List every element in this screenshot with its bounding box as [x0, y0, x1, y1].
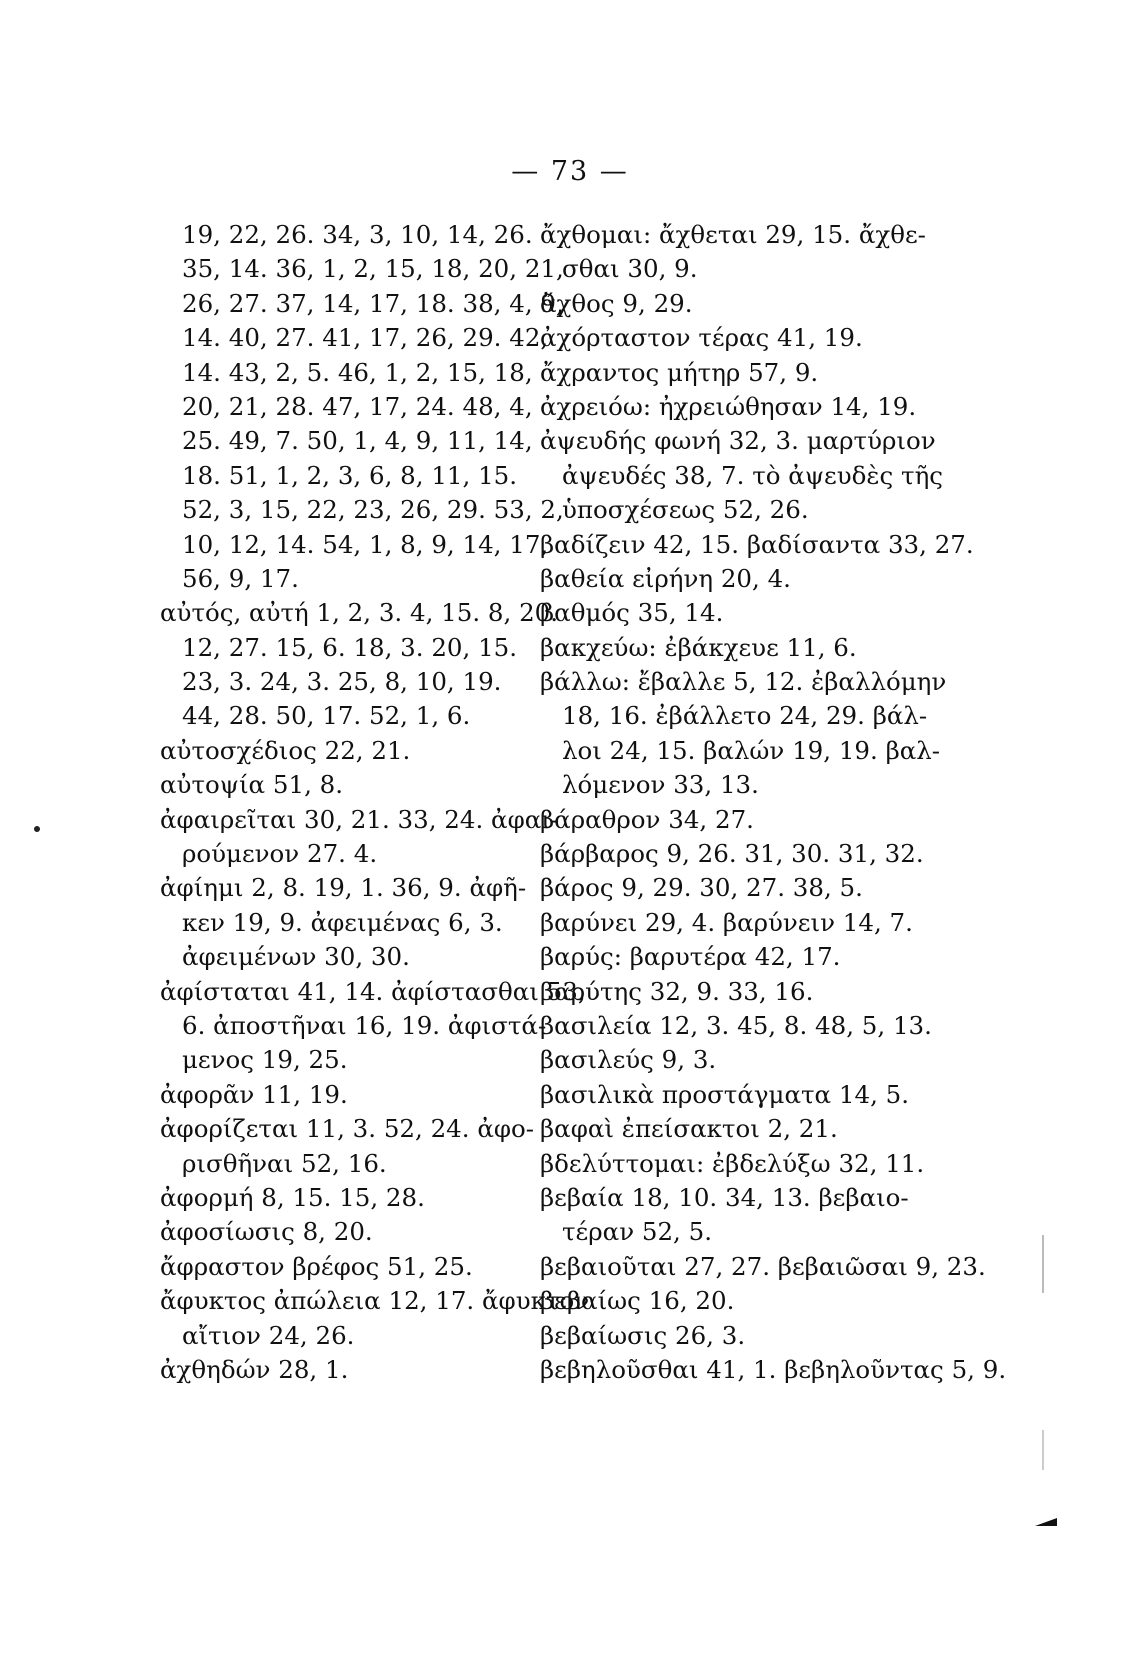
index-line: 18. 51, 1, 2, 3, 6, 8, 11, 15. [182, 460, 518, 490]
index-line: βακχεύω: ἐβάκχευε 11, 6. [540, 632, 857, 662]
index-line: τέραν 52, 5. [562, 1217, 713, 1247]
index-line: κεν 19, 9. ἀφειμένας 6, 3. [182, 907, 503, 937]
right-column [540, 218, 1007, 1387]
index-line: βασιλεύς 9, 3. [540, 1045, 717, 1075]
index-line: ἀφαιρεῖται 30, 21. 33, 24. ἀφαι- [160, 804, 560, 834]
index-line: 20, 21, 28. 47, 17, 24. 48, 4, [182, 391, 533, 421]
index-line: ἄχθομαι: ἄχθεται 29, 15. ἄχθε- [540, 220, 926, 249]
index-line: 35, 14. 36, 1, 2, 15, 18, 20, 21, [182, 254, 564, 284]
index-line: λοι 24, 15. βαλών 19, 19. βαλ- [562, 735, 941, 765]
index-line: ἀφορίζεται 11, 3. 52, 24. ἀφο- [160, 1114, 535, 1144]
index-line: βασιλικὰ προστάγματα 14, 5. [540, 1079, 910, 1109]
index-line: 10, 12, 14. 54, 1, 8, 9, 14, 17, [182, 529, 549, 559]
index-line: 14. 40, 27. 41, 17, 26, 29. 42, [182, 323, 549, 353]
index-line: ἀχόρταστον τέρας 41, 19. [540, 323, 863, 353]
index-line: ἄχραντος μήτηρ 57, 9. [540, 357, 819, 387]
index-line: ἀφορμή 8, 15. 15, 28. [160, 1182, 425, 1212]
index-line: βαθμός 35, 14. [540, 598, 724, 628]
index-line: βαδίζειν 42, 15. βαδίσαντα 33, 27. [540, 529, 974, 559]
index-line: βάρβαρος 9, 26. 31, 30. 31, 32. [540, 839, 924, 869]
index-line: ρούμενον 27. 4. [182, 839, 378, 869]
left-column [160, 218, 590, 1387]
index-line: ἀφίημι 2, 8. 19, 1. 36, 9. ἀφῆ- [160, 873, 527, 903]
page-number: — 73 — [511, 156, 629, 187]
index-line: 44, 28. 50, 17. 52, 1, 6. [182, 701, 471, 731]
index-line: αὐτοσχέδιος 22, 21. [160, 735, 411, 765]
index-line: ἀψευδές 38, 7. τὸ ἀψευδὲς τῆς [562, 460, 944, 490]
index-line: βαρύς: βαρυτέρα 42, 17. [540, 942, 841, 972]
index-line: ρισθῆναι 52, 16. [182, 1148, 387, 1178]
index-line: ἀφορᾶν 11, 19. [160, 1079, 348, 1109]
index-line: βάραθρον 34, 27. [540, 804, 754, 834]
index-line: 6. ἀποστῆναι 16, 19. ἀφιστά- [182, 1010, 547, 1040]
index-line: βαρύνει 29, 4. βαρύνειν 14, 7. [540, 907, 913, 937]
index-line: αὐτός, αὐτή 1, 2, 3. 4, 15. 8, 20. [160, 598, 559, 628]
index-line: 25. 49, 7. 50, 1, 4, 9, 11, 14, [182, 426, 533, 456]
scan-corner-mark [1035, 1518, 1057, 1526]
scan-dot-mark [34, 826, 40, 832]
index-line: ἄφραστον βρέφος 51, 25. [160, 1251, 473, 1281]
index-line: 23, 3. 24, 3. 25, 8, 10, 19. [182, 667, 502, 697]
index-line: ἀχρειόω: ἠχρειώθησαν 14, 19. [540, 391, 917, 421]
index-line: βαθεία εἰρήνη 20, 4. [540, 563, 791, 593]
index-line: βαφαὶ ἐπείσακτοι 2, 21. [540, 1114, 838, 1144]
index-line: 52, 3, 15, 22, 23, 26, 29. 53, 2, [182, 495, 564, 525]
index-line: ἀχθηδών 28, 1. [160, 1354, 349, 1384]
index-line: 12, 27. 15, 6. 18, 3. 20, 15. [182, 632, 518, 662]
index-line: ἄχθος 9, 29. [540, 288, 693, 318]
index-line: ἀψευδής φωνή 32, 3. μαρτύριον [540, 426, 936, 456]
index-line: βεβαίωσις 26, 3. [540, 1320, 746, 1350]
index-line: βεβαίως 16, 20. [540, 1286, 735, 1316]
index-line: ἀφειμένων 30, 30. [182, 942, 410, 972]
index-line: ὑποσχέσεως 52, 26. [562, 495, 809, 525]
index-line: αὐτοψία 51, 8. [160, 770, 344, 800]
scan-line-mark [1042, 1430, 1044, 1470]
index-line: βεβηλοῦσθαι 41, 1. βεβηλοῦντας 5, 9. [540, 1354, 1007, 1384]
index-line: βεβαιοῦται 27, 27. βεβαιῶσαι 9, 23. [540, 1251, 986, 1281]
index-line: σθαι 30, 9. [562, 254, 698, 284]
index-line: 19, 22, 26. 34, 3, 10, 14, 26. [182, 220, 533, 249]
index-line: βάλλω: ἔβαλλε 5, 12. ἐβαλλόμην [540, 667, 947, 697]
index-line: μενος 19, 25. [182, 1045, 348, 1075]
index-line: ἄφυκτος ἀπώλεια 12, 17. ἄφυκτον [160, 1286, 590, 1316]
index-line: ἀφοσίωσις 8, 20. [160, 1217, 373, 1247]
index-line: βδελύττομαι: ἐβδελύξω 32, 11. [540, 1148, 925, 1178]
index-line: λόμενον 33, 13. [562, 770, 759, 800]
index-line: 26, 27. 37, 14, 17, 18. 38, 4, 9, [182, 288, 564, 318]
index-line: ἀφίσταται 41, 14. ἀφίστασθαι 53, [160, 976, 586, 1006]
index-line: βαρύτης 32, 9. 33, 16. [540, 976, 814, 1006]
index-line: βάρος 9, 29. 30, 27. 38, 5. [540, 873, 863, 903]
index-line: βεβαία 18, 10. 34, 13. βεβαιο- [540, 1182, 909, 1212]
index-line: 56, 9, 17. [182, 563, 299, 593]
index-line: 18, 16. ἐβάλλετο 24, 29. βάλ- [562, 701, 928, 731]
scan-line-mark [1042, 1235, 1044, 1293]
index-line: αἴτιον 24, 26. [182, 1320, 355, 1350]
index-line: βασιλεία 12, 3. 45, 8. 48, 5, 13. [540, 1010, 932, 1040]
index-line: 14. 43, 2, 5. 46, 1, 2, 15, 18, [182, 357, 533, 387]
